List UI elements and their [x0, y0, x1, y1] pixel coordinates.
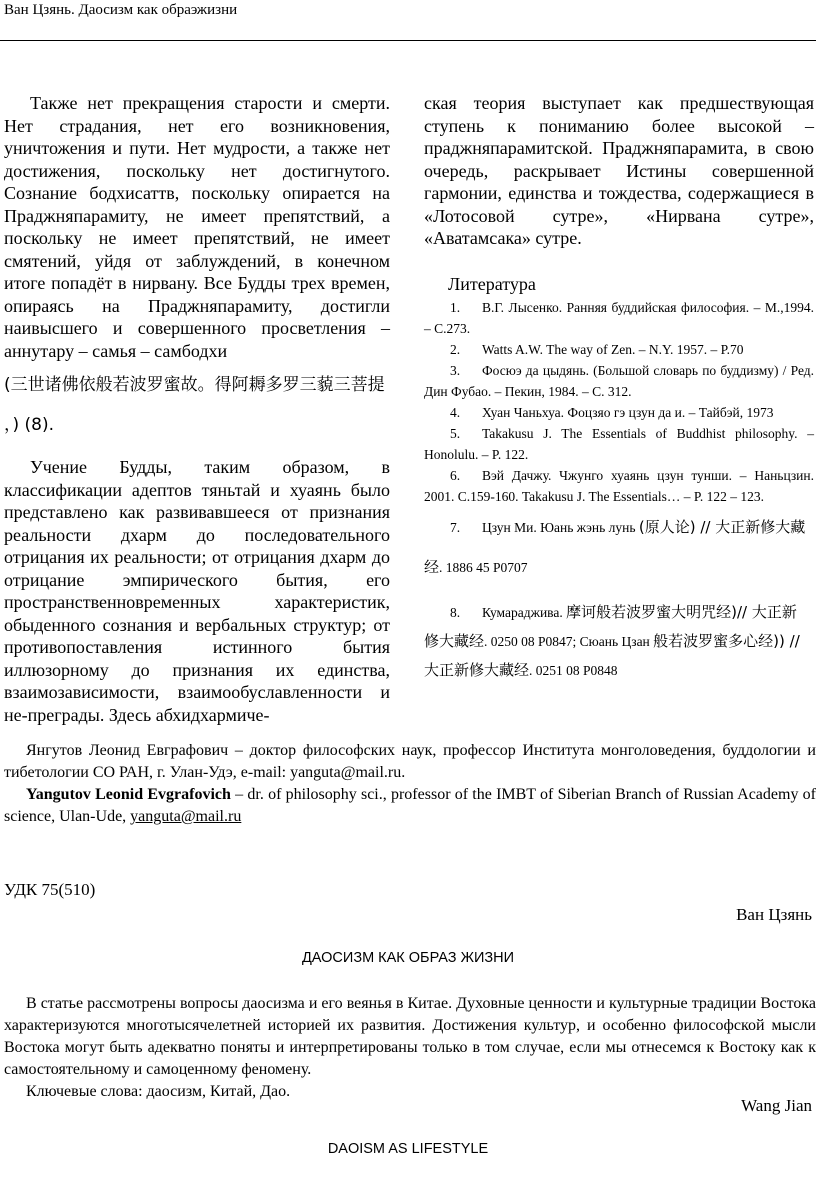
text-line: смятений, уйдя от заблуждений, в конечном	[4, 250, 390, 271]
bio-english-text: – dr. of philosophy sci., professor of the IMBT of Siberian Branch of Russian Academy of science, Ulan-Ude,	[4, 786, 816, 825]
reference-item	[424, 598, 814, 685]
reference-item	[424, 517, 814, 578]
author-bio	[4, 740, 816, 828]
abstract-ru	[4, 993, 816, 1103]
article-title-en: DAOISM AS LIFESTYLE	[327, 1141, 489, 1157]
reference-text: В.Г. Лысенко. Ранняя буддийская философия. – М.,1994. – С.273.	[424, 300, 814, 336]
reference-item	[424, 360, 814, 402]
reference-cjk: 经	[424, 558, 440, 576]
reference-number: 8.	[450, 605, 461, 620]
text-line: отрицание эмпирического бытия, его	[4, 569, 390, 590]
literature-heading: Литература	[448, 273, 536, 294]
paragraph-buddha-teaching	[4, 456, 390, 704]
text-line: Нет страдания, нет его возникновения,	[4, 115, 390, 136]
keywords	[4, 1081, 816, 1103]
text-line: пространственновременных характеристик,	[4, 592, 390, 612]
reference-number: 7.	[450, 520, 461, 535]
email-link[interactable]: yanguta@mail.ru	[130, 808, 242, 825]
reference-text: Вэй Дачжу. Чжунго хуаянь цзун тунши. – Наньцзин. 2001. С.159-160. Takakusu J. The Essentials… – P. 122 – 123.	[424, 468, 814, 504]
author-name-en: Wang Jian	[741, 1096, 812, 1115]
reference-number: 4.	[450, 405, 461, 420]
paragraph-sutra	[4, 92, 390, 340]
text-line: представлено как развивавшееся от признания	[4, 502, 390, 522]
paragraph-continuation	[424, 92, 814, 227]
author-name-ru: Ван Цзянь	[736, 905, 812, 924]
udc-code: УДК 75(510)	[4, 880, 96, 899]
reference-text: . 1886 45 P0707	[439, 560, 528, 575]
abstract-text: В статье рассмотрены вопросы даосизма и его веянья в Китае. Духовные ценности и культурные традиции Востока характеризуются многотысячелетней историей их развития. Достижения культур, и особенно философской мысли Востока могут быть адекватно поняты и интерпретированы только в том случае, если мы отнесемся к Востоку как к самостоятельному и самоценному феномену.	[4, 995, 816, 1078]
paragraph-last-line: не-преграды. Здесь абхидхармиче-	[4, 704, 270, 725]
text-line: иллюзорному до признания их единства,	[4, 659, 390, 680]
text-line: обыденного сознания и вербальных структур; от	[4, 614, 390, 635]
article-title-ru: ДАОСИЗМ КАК ОБРАЗ ЖИЗНИ	[301, 950, 515, 966]
cjk-quote-tail	[4, 413, 390, 437]
text-line: реальности дхарм до последовательного	[4, 524, 390, 545]
reference-item	[424, 339, 814, 360]
text-line: очередь, раскрывает Истины совершенной	[424, 160, 814, 181]
reference-item	[424, 465, 814, 507]
paragraph-last-line: аннутару – самья – самбодхи	[4, 340, 228, 361]
reference-item	[424, 423, 814, 465]
text-line: опираясь на Праджняпарамиту, достигли	[4, 295, 390, 316]
reference-cjk: 大正新修大藏经	[424, 661, 530, 679]
reference-text: Хуан Чаньхуа. Фоцзяо гэ цзун да и. – Тайбэй, 1973	[482, 405, 774, 420]
paragraph-last-line: «Аватамсака» сутре.	[424, 228, 582, 248]
text-line: противопоставления истинного бытия	[4, 637, 390, 657]
reference-cjk: (原人论) // 大正新修大藏	[638, 518, 806, 536]
reference-list	[424, 297, 814, 507]
reference-text: Цзун Ми. Юань жэнь лунь	[482, 520, 639, 535]
text-line: гармонии, единства и тождества, содержащиеся в	[424, 183, 814, 203]
bio-english-name: Yangutov Leonid Evgrafovich	[26, 786, 231, 803]
text-line: наивысшего и совершенного просветления –	[4, 318, 390, 338]
reference-item	[424, 402, 814, 423]
reference-cjk: 般若波罗蜜多心经)) //	[653, 632, 800, 650]
reference-number: 6.	[450, 468, 461, 483]
right-column	[424, 92, 814, 685]
reference-text: Watts A.W. The way of Zen. – N.Y. 1957. – P.70	[482, 342, 744, 357]
text-line: итоге попадёт в нирвану. Все Будды трех времен,	[4, 273, 390, 293]
bio-russian: Янгутов Леонид Евграфович – доктор философских наук, профессор Института монголоведения, буддологии и тибетологии СО РАН, г. Улан-Удэ, e-mail: yanguta@mail.ru.	[4, 742, 816, 781]
text-line: Также нет прекращения старости и смерти.	[30, 93, 390, 113]
cjk-quote: (三世诸佛依般若波罗蜜故。得阿耨多罗三藐三菩提	[4, 375, 385, 395]
text-line: уничтожения и пути. Нет мудрости, а также нет	[4, 138, 390, 158]
bio-english	[4, 784, 816, 828]
keywords-label: Ключевые слова:	[26, 1083, 143, 1100]
text-line: отрицания их реальности; от отрицания дхарм до	[4, 547, 390, 567]
reference-cjk: 修大藏经	[424, 632, 485, 650]
reference-number: 5.	[450, 426, 461, 441]
cjk-quote-tail-text: ，) (8).	[4, 414, 55, 435]
reference-number: 3.	[450, 363, 461, 378]
text-line: классификации адептов тяньтай и хуаянь было	[4, 479, 390, 500]
text-line: ская теория выступает как предшествующая	[424, 93, 814, 113]
text-line: Сознание бодхисаттв, поскольку опирается на	[4, 183, 390, 203]
reference-number: 2.	[450, 342, 461, 357]
reference-number: 1.	[450, 300, 461, 315]
left-column	[4, 92, 390, 726]
running-header: Ван Цзянь. Даосизм как обраэжизни	[4, 2, 238, 18]
text-line: достижения, поскольку нет достигнутого.	[4, 160, 390, 181]
reference-text: Фосюэ да цыдянь. (Большой словарь по буддизму) / Ред. Дин Фубао. – Пекин, 1984. – С. 312.	[424, 363, 814, 399]
keywords-text: даосизм, Китай, Дао.	[142, 1083, 291, 1100]
text-line: поскольку не имеет препятствий, не имеет	[4, 228, 390, 248]
reference-cjk: 摩诃般若波罗蜜大明咒经)// 大正新	[566, 603, 797, 621]
text-line: праджняпарамитской. Праджняпарамита, в свою	[424, 138, 814, 158]
text-line: Праджняпарамиту, не имеет препятствий, а	[4, 205, 390, 226]
text-line: ступень к пониманию более высокой –	[424, 115, 814, 136]
reference-item	[424, 297, 814, 339]
reference-text: Takakusu J. The Essentials of Buddhist philosophy. – Honolulu. – P. 122.	[424, 426, 814, 462]
reference-text: . 0250 08 P0847; Сюань Цзан	[484, 634, 654, 649]
text-line: взаимозависимости, взаимообуславленности и	[4, 682, 390, 702]
header-rule	[0, 40, 816, 41]
reference-text: . 0251 08 P0848	[529, 663, 618, 678]
reference-text: Кумараджива.	[482, 605, 567, 620]
text-line: Учение Будды, таким образом, в	[30, 457, 390, 477]
text-line: «Лотосовой сутре», «Нирвана сутре»,	[424, 205, 814, 226]
